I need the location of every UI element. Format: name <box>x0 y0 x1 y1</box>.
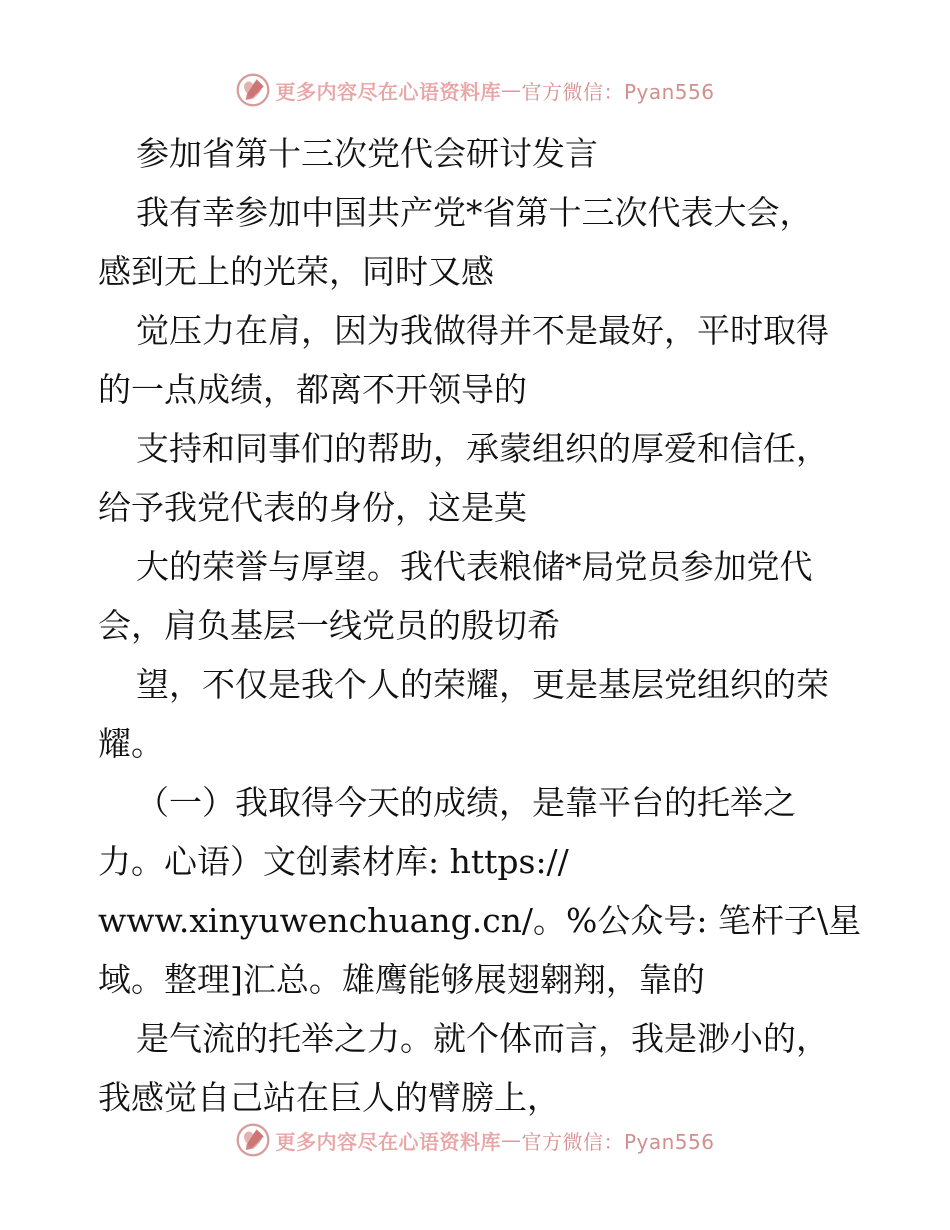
paragraph-line: 力。心语）文创素材库: https:// <box>98 842 569 881</box>
watermark-dash: — <box>500 78 522 102</box>
watermark-account-text: 官方微信：Pyan556 <box>521 79 715 104</box>
paragraph-line: 支持和同事们的帮助，承蒙组织的厚爱和信任， <box>136 429 829 468</box>
document-body <box>98 124 868 1127</box>
url-line: www.xinyuwenchuang.cn/。%公众号: 笔杆子\星 <box>98 901 862 940</box>
watermark-dash: — <box>500 1128 522 1152</box>
paragraph-line: 大的荣誉与厚望。我代表粮储*局党员参加党代 <box>136 547 813 586</box>
heart-pen-logo-icon <box>235 1122 271 1158</box>
paragraph-line: 我感觉自己站在巨人的臂膀上， <box>98 1078 560 1117</box>
paragraph-line: 感到无上的光荣，同时又感 <box>98 252 494 291</box>
paragraph-line: 是气流的托举之力。就个体而言，我是渺小的， <box>136 1019 829 1058</box>
watermark-main-text: 更多内容尽在心语资料库 <box>275 79 501 104</box>
paragraph-line: 的一点成绩，都离不开领导的 <box>98 370 527 409</box>
watermark-account-text: 官方微信：Pyan556 <box>521 1129 715 1154</box>
paragraph-line: （一）我取得今天的成绩，是靠平台的托举之 <box>136 783 796 822</box>
document-title: 参加省第十三次党代会研讨发言 <box>136 134 598 173</box>
heart-pen-logo-icon <box>235 72 271 108</box>
paragraph-line: 会，肩负基层一线党员的殷切希 <box>98 606 560 645</box>
paragraph-line: 觉压力在肩，因为我做得并不是最好，平时取得 <box>136 311 829 350</box>
watermark-main-text: 更多内容尽在心语资料库 <box>275 1129 501 1154</box>
paragraph-line: 望，不仅是我个人的荣耀，更是基层党组织的荣 <box>136 665 829 704</box>
header-watermark <box>0 70 950 110</box>
paragraph-line: 给予我党代表的身份，这是莫 <box>98 488 527 527</box>
paragraph-line: 耀。 <box>98 724 164 763</box>
footer-watermark <box>0 1120 950 1160</box>
paragraph-line: 我有幸参加中国共产党*省第十三次代表大会， <box>136 193 813 232</box>
paragraph-line: 域。整理]汇总。雄鹰能够展翅翱翔，靠的 <box>98 960 705 999</box>
